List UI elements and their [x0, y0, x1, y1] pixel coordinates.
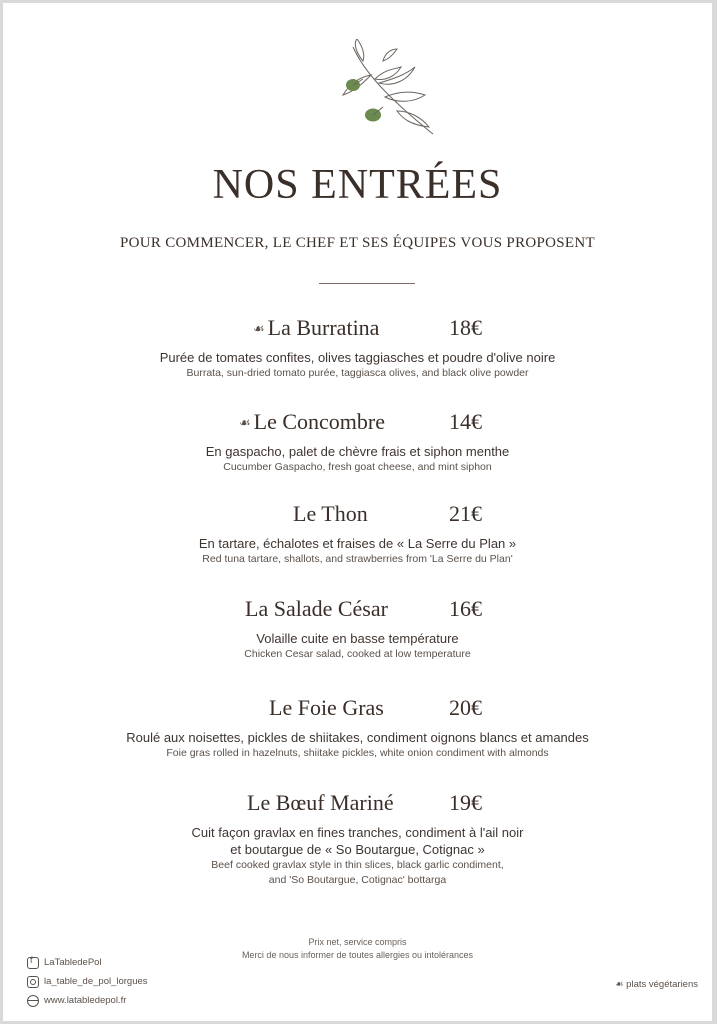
instagram-link[interactable] — [27, 972, 148, 991]
vegetarian-legend-label: plats végétariens — [626, 979, 698, 990]
divider — [319, 283, 415, 284]
website-link[interactable] — [27, 991, 148, 1010]
dish-item — [3, 315, 712, 381]
facebook-handle: LaTabledePol — [44, 957, 102, 968]
page-title: NOS ENTRÉES — [212, 162, 503, 208]
dish-description-fr: Roulé aux noisettes, pickles de shiitakes, condiment oignons blancs et amandes — [126, 730, 589, 745]
dish-description-en: Burrata, sun-dried tomato purée, taggiasca olives, and black olive powder — [186, 367, 529, 379]
dish-description-fr: et boutargue de « So Boutargue, Cotignac » — [230, 842, 485, 857]
dish-description-en: Cucumber Gaspacho, fresh goat cheese, and mint siphon — [223, 461, 492, 473]
instagram-handle: la_table_de_pol_lorgues — [44, 976, 148, 987]
dish-description-fr: Volaille cuite en basse température — [256, 631, 459, 646]
dish-item — [3, 695, 712, 761]
dish-name: Le Thon — [293, 501, 368, 526]
menu-page — [3, 3, 712, 1021]
dish-description-en: Red tuna tartare, shallots, and strawberries from 'La Serre du Plan' — [202, 553, 513, 565]
leaf-icon: ☙ — [239, 415, 251, 430]
dish-price: 19€ — [449, 790, 482, 815]
facebook-icon — [27, 957, 39, 969]
price-note: Prix net, service compris — [308, 937, 407, 947]
dish-description-en: Beef cooked gravlax style in thin slices, black garlic condiment, — [211, 859, 504, 871]
dish-price: 21€ — [449, 501, 482, 526]
facebook-link[interactable] — [27, 953, 148, 972]
website-url: www.latabledepol.fr — [44, 995, 127, 1006]
social-links — [27, 953, 148, 1010]
dish-description-fr: En gaspacho, palet de chèvre frais et siphon menthe — [205, 444, 510, 459]
page-subtitle: POUR COMMENCER, LE CHEF ET SES ÉQUIPES VOUS PROPOSENT — [119, 235, 595, 251]
dish-price: 18€ — [449, 315, 482, 340]
dish-description-en: Chicken Cesar salad, cooked at low temperature — [244, 648, 471, 660]
instagram-icon — [27, 976, 39, 988]
dish-price: 20€ — [449, 695, 482, 720]
dish-item — [3, 409, 712, 475]
dish-item — [3, 501, 712, 567]
dish-description-fr: En tartare, échalotes et fraises de « La Serre du Plan » — [198, 536, 517, 551]
dish-name: ☙ La Burratina — [253, 315, 380, 340]
allergy-note: Merci de nous informer de toutes allergies ou intolérances — [241, 950, 474, 960]
dish-name: Le Foie Gras — [269, 695, 384, 720]
dish-item — [3, 596, 712, 662]
dish-name: ☙ Le Concombre — [239, 409, 386, 434]
dish-item — [3, 790, 712, 888]
dish-price: 14€ — [449, 409, 482, 434]
dish-name: Le Bœuf Mariné — [247, 790, 394, 815]
leaf-icon: ☙ — [615, 979, 624, 990]
dish-price: 16€ — [449, 596, 482, 621]
olive-branch-icon — [333, 39, 443, 139]
dish-name: La Salade César — [245, 596, 388, 621]
dish-description-en: and 'So Boutargue, Cotignac' bottarga — [268, 874, 447, 886]
vegetarian-legend — [615, 979, 698, 990]
dish-description-fr: Purée de tomates confites, olives taggiasches et poudre d'olive noire — [159, 350, 556, 365]
globe-icon — [27, 995, 39, 1007]
dish-description-fr: Cuit façon gravlax en fines tranches, condiment à l'ail noir — [191, 825, 524, 840]
dish-description-en: Foie gras rolled in hazelnuts, shiitake pickles, white onion condiment with almonds — [166, 747, 549, 759]
leaf-icon: ☙ — [253, 321, 265, 336]
